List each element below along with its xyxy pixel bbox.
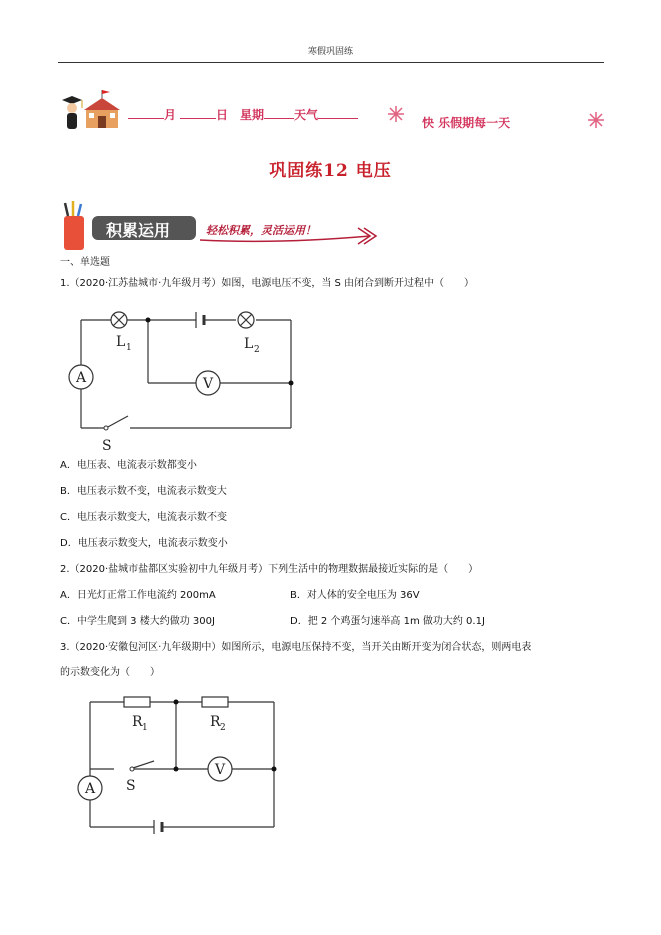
question-3-stem-line-2: 的示数变化为（ ） [60, 667, 160, 678]
lamp-1-label: L [116, 334, 126, 350]
section-slogan: 轻松积累，灵活运用！ [206, 224, 316, 237]
lamp-2-subscript: 2 [254, 345, 260, 355]
circuit-node [272, 767, 277, 772]
switch-label: S [102, 438, 112, 454]
voltmeter-icon [196, 371, 220, 395]
section-banner [58, 200, 408, 256]
switch-icon [130, 767, 134, 771]
resistor-1-label: R [132, 714, 143, 730]
voltmeter-icon [208, 757, 232, 781]
resistor-2-label: R [210, 714, 221, 730]
question-1-option-b: B．电压表示数不变，电流表示数变大 [60, 486, 227, 497]
circuit-node [289, 381, 294, 386]
question-2-stem: 2.（2020·盐城市盐都区实验初中九年级月考）下列生活中的物理数据最接近实际的是（ ） [60, 564, 479, 575]
school-building-icon [84, 90, 120, 128]
voltmeter-label: V [202, 376, 214, 392]
lamp-2-label: L [244, 336, 254, 352]
resistor-2-icon [202, 697, 228, 707]
question-1-option-a: A．电压表、电流表示数都变小 [60, 460, 197, 471]
section-label: 积累运用 [106, 221, 171, 240]
ammeter-icon [69, 365, 93, 389]
question-3-stem-line-1: 3.（2020·安徽包河区·九年级期中）如图所示，电源电压保持不变，当开关由断开变为闭合状态，则两电表 [60, 642, 532, 653]
header-divider [58, 62, 604, 63]
snowflake-icon [588, 112, 604, 128]
question-1-option-c: C．电压表示数变大，电流表示数不变 [60, 512, 227, 523]
question-2-option-b: B．对人体的安全电压为 36V [290, 590, 420, 601]
lamp-2-icon [238, 312, 254, 328]
lamp-1-icon [111, 312, 127, 328]
voltmeter-label: V [214, 762, 226, 778]
question-1-stem: 1.（2020·江苏盐城市·九年级月考）如图，电源电压不变，当 S 由闭合到断开过程中（ ） [60, 278, 475, 289]
circuit-node [146, 318, 151, 323]
ammeter-icon [78, 776, 102, 800]
battery-icon [196, 312, 204, 328]
page-title: 巩固练12 电压 [269, 161, 392, 181]
pencil-cup-icon [64, 201, 84, 250]
question-1-option-d: D．电压表示数变大，电流表示数变小 [60, 538, 228, 549]
question-2-option-d: D．把 2 个鸡蛋匀速举高 1m 做功大约 0.1J [290, 616, 485, 627]
ammeter-label: A [75, 370, 87, 386]
lamp-1-subscript: 1 [126, 343, 132, 353]
ammeter-label: A [84, 781, 96, 797]
resistor-1-icon [124, 697, 150, 707]
banner-slogan: 快 乐假期每一天 [422, 116, 511, 130]
part-title: 一、单选题 [60, 257, 110, 268]
question-2-option-c: C．中学生爬到 3 楼大约做功 300J [60, 616, 215, 627]
date-fill-line: 月 日 星期 天气 [128, 106, 358, 123]
question-1-circuit-diagram [66, 304, 306, 454]
resistor-1-subscript: 1 [142, 723, 148, 733]
graduate-icon [62, 96, 82, 129]
circuit-node [174, 700, 179, 705]
question-3-circuit-diagram [74, 690, 286, 835]
snowflake-icon [388, 106, 404, 122]
circuit-node [174, 767, 179, 772]
question-2-option-a: A．日光灯正常工作电流约 200mA [60, 590, 216, 601]
resistor-2-subscript: 2 [220, 723, 226, 733]
date-banner [58, 88, 618, 136]
battery-icon [154, 820, 162, 834]
page-header-title: 寒假巩固练 [307, 47, 353, 57]
switch-label: S [126, 778, 136, 794]
switch-icon [104, 426, 108, 430]
